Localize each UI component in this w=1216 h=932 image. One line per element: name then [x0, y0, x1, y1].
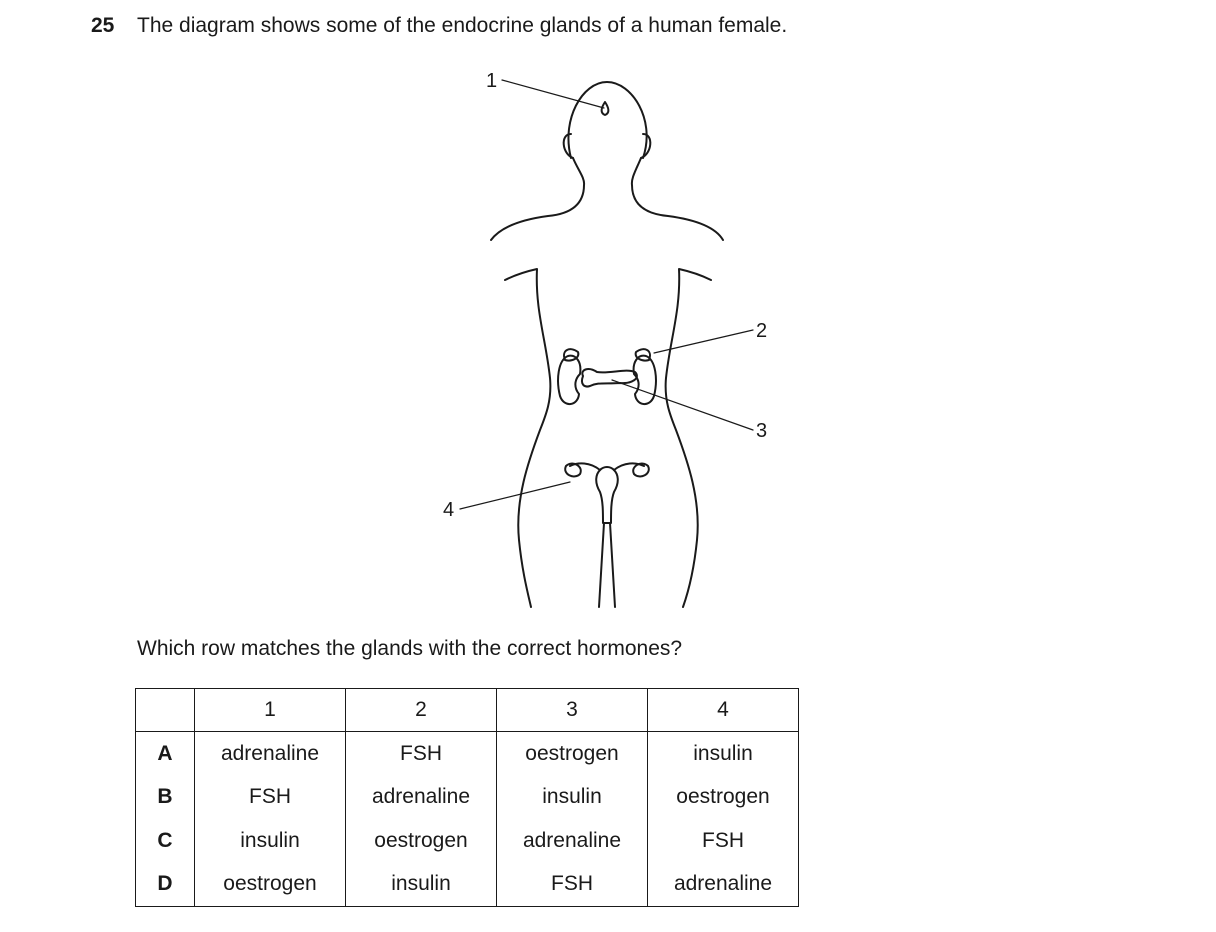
question-prompt: Which row matches the glands with the correct hormones? — [137, 637, 683, 660]
leg-inner-left — [599, 523, 604, 607]
neck-left — [491, 158, 584, 240]
table-cell: adrenaline — [346, 776, 497, 820]
table-row — [136, 776, 799, 820]
question-number: 25 — [91, 14, 115, 37]
torso-right — [666, 269, 711, 607]
answer-table — [135, 688, 799, 907]
table-cell: oestrogen — [195, 863, 346, 907]
row-label: A — [136, 732, 195, 776]
table-cell: oestrogen — [346, 819, 497, 863]
table-cell: adrenaline — [497, 819, 648, 863]
table-row — [136, 732, 799, 776]
table-cell: FSH — [346, 732, 497, 776]
table-cell: adrenaline — [195, 732, 346, 776]
leader-line-2 — [654, 330, 753, 353]
table-cell: oestrogen — [497, 732, 648, 776]
table-cell: FSH — [497, 863, 648, 907]
table-row — [136, 863, 799, 907]
table-cell: insulin — [346, 863, 497, 907]
pituitary-gland — [602, 102, 609, 115]
kidney-right — [634, 356, 656, 404]
question-text: The diagram shows some of the endocrine glands of a human female. — [137, 14, 788, 37]
leader-line-4 — [460, 482, 570, 509]
table-cell: insulin — [195, 819, 346, 863]
diagram-label-4: 4 — [443, 499, 455, 521]
table-cell: FSH — [195, 776, 346, 820]
table-cell: insulin — [648, 732, 799, 776]
diagram-label-3: 3 — [756, 420, 768, 442]
header-row — [136, 689, 799, 732]
table-cell: oestrogen — [648, 776, 799, 820]
diagram-label-2: 2 — [756, 320, 768, 342]
row-label: D — [136, 863, 195, 907]
header-gland-3: 3 — [497, 689, 648, 732]
pancreas — [582, 369, 637, 386]
neck-right — [632, 158, 723, 240]
table-cell: insulin — [497, 776, 648, 820]
torso-left — [505, 269, 550, 607]
row-label: C — [136, 819, 195, 863]
body-outline-head — [568, 82, 646, 158]
table-cell: adrenaline — [648, 863, 799, 907]
diagram-label-1: 1 — [486, 70, 498, 92]
leg-inner-right — [610, 523, 615, 607]
leader-line-3 — [612, 380, 753, 430]
header-gland-2: 2 — [346, 689, 497, 732]
table-row — [136, 819, 799, 863]
kidney-left — [558, 356, 580, 404]
header-gland-1: 1 — [195, 689, 346, 732]
leader-line-1 — [502, 80, 604, 108]
header-corner — [136, 689, 195, 732]
uterus — [596, 467, 618, 523]
table-cell: FSH — [648, 819, 799, 863]
header-gland-4: 4 — [648, 689, 799, 732]
row-label: B — [136, 776, 195, 820]
